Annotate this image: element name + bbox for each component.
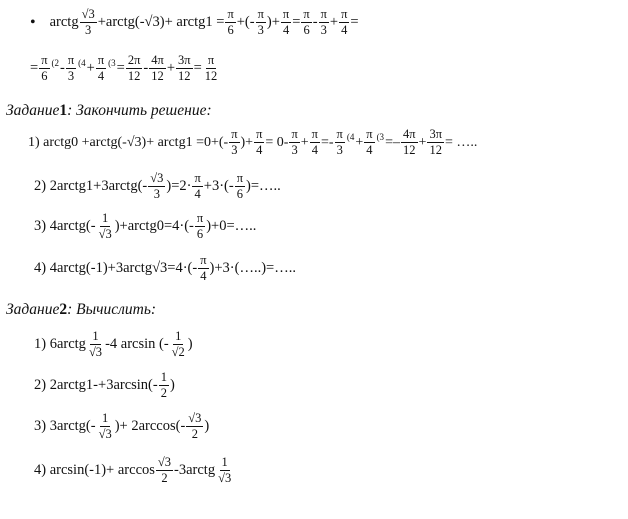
- denominator: 12: [429, 143, 442, 158]
- denominator: 4: [282, 23, 290, 38]
- fraction: [310, 128, 320, 157]
- text: = …..: [445, 134, 478, 150]
- text: =: [193, 60, 202, 77]
- numerator: 4π: [401, 128, 418, 143]
- denominator: √3: [98, 227, 112, 242]
- superscript: (4: [346, 132, 355, 143]
- numerator: π: [235, 172, 245, 187]
- text: )+0=…..: [206, 218, 257, 235]
- numerator: π: [289, 128, 299, 143]
- denominator: 4: [311, 143, 318, 158]
- sqrt: √3: [126, 134, 142, 150]
- denominator: 2: [160, 386, 167, 401]
- text: ): [204, 418, 210, 435]
- numerator: π: [281, 8, 291, 23]
- denominator: √3: [98, 427, 112, 442]
- fraction: [339, 8, 349, 37]
- text: 1) arctg0 +arctg(-: [28, 134, 127, 150]
- fraction: [198, 254, 208, 283]
- denominator: 12: [151, 69, 164, 84]
- text: +: [355, 134, 364, 150]
- fraction: [364, 128, 374, 157]
- denominator: 3: [291, 143, 298, 158]
- task-number: 2: [59, 301, 68, 318]
- fraction: [39, 54, 49, 83]
- text: )+ arctg1 =0+(-: [141, 134, 229, 150]
- fraction: [289, 128, 299, 157]
- numerator: √3: [80, 8, 97, 23]
- denominator: 4: [256, 143, 263, 158]
- text: -: [143, 60, 149, 77]
- task-1-item-2: [34, 172, 281, 201]
- text: 1) 6arctg: [34, 336, 86, 353]
- text: )+: [240, 134, 254, 150]
- text: ): [187, 336, 193, 353]
- numerator: 1: [220, 456, 230, 471]
- denominator: 6: [227, 23, 234, 38]
- denominator: √2: [171, 345, 185, 360]
- fraction: [216, 456, 233, 485]
- text: =: [116, 60, 125, 77]
- numerator: 1: [100, 212, 110, 227]
- text: ): [169, 377, 175, 394]
- denominator: 6: [236, 187, 243, 202]
- numerator: π: [225, 8, 235, 23]
- numerator: π: [319, 8, 329, 23]
- denominator: 3: [153, 187, 160, 202]
- task-1-item-1: [28, 128, 477, 157]
- numerator: π: [229, 128, 239, 143]
- sqrt: √3: [152, 260, 168, 277]
- denominator: √3: [88, 345, 103, 360]
- task-instruction: : Закончить решение:: [67, 102, 212, 119]
- task-2-item-1: [34, 330, 193, 359]
- denominator: 4: [200, 269, 207, 284]
- denominator: 3: [320, 23, 327, 38]
- intro-equation-line-1: [30, 8, 359, 37]
- text: -: [312, 14, 318, 31]
- fraction: [176, 54, 193, 83]
- denominator: 6: [196, 227, 204, 242]
- denominator: 4: [341, 23, 348, 38]
- denominator: 12: [127, 69, 141, 84]
- fraction: [149, 54, 166, 83]
- numerator: 3π: [176, 54, 193, 69]
- text: )+: [266, 14, 280, 31]
- fraction: [156, 456, 173, 485]
- fraction: [96, 54, 106, 83]
- task-2-title: [6, 302, 156, 318]
- text: 4) 4arctg(-1)+3arctg: [34, 260, 153, 277]
- fraction: [301, 8, 311, 37]
- denominator: 4: [194, 187, 201, 202]
- fraction: [335, 128, 345, 157]
- text: =: [30, 60, 39, 77]
- text: arctg: [49, 14, 79, 31]
- denominator: 3: [336, 143, 343, 158]
- task-instruction: : Вычислить:: [67, 301, 157, 318]
- text: +(-: [236, 14, 255, 31]
- task-2-item-2: [34, 371, 175, 400]
- text: = 0-: [265, 134, 289, 150]
- fraction: [192, 172, 202, 201]
- task-1-item-3: [34, 212, 256, 241]
- fraction: [229, 128, 239, 157]
- numerator: π: [195, 212, 205, 227]
- superscript: (4: [78, 58, 86, 69]
- text: +: [166, 60, 175, 77]
- text: +: [300, 134, 309, 150]
- fraction: [148, 172, 165, 201]
- numerator: π: [301, 8, 311, 23]
- fraction: [126, 54, 143, 83]
- numerator: π: [364, 128, 374, 143]
- text: –: [392, 134, 400, 150]
- fraction: [256, 8, 266, 37]
- denominator: 2: [191, 427, 198, 442]
- numerator: π: [192, 172, 202, 187]
- numerator: √3: [148, 172, 165, 187]
- text: +: [86, 60, 95, 77]
- fraction: [97, 412, 114, 441]
- fraction: [319, 8, 329, 37]
- numerator: π: [96, 54, 106, 69]
- denominator: 2: [161, 471, 168, 486]
- task-2-item-3: [34, 412, 209, 441]
- denominator: 6: [303, 23, 310, 38]
- text: )=2·: [166, 178, 192, 195]
- text: =4·(-: [167, 260, 198, 277]
- numerator: π: [335, 128, 345, 143]
- task-2-item-4: [34, 456, 234, 485]
- task-label: Задание: [6, 301, 60, 318]
- text: 4) arcsin(-1)+ arccos: [34, 462, 155, 479]
- sqrt: √3: [144, 14, 160, 31]
- superscript: (3: [376, 132, 385, 143]
- denominator: 3: [67, 69, 75, 84]
- text: -4 arcsin (-: [105, 336, 169, 353]
- text: +3·(-: [203, 178, 234, 195]
- text: )+ arctg1 =: [159, 14, 225, 31]
- fraction: [225, 8, 235, 37]
- numerator: π: [39, 54, 49, 69]
- numerator: π: [256, 8, 266, 23]
- numerator: √3: [156, 456, 173, 471]
- text: -: [60, 60, 65, 77]
- fraction: [186, 412, 203, 441]
- text: -3arctg: [174, 462, 216, 479]
- text: )+ 2arccos(-: [114, 418, 186, 435]
- fraction: [203, 54, 220, 83]
- denominator: 12: [178, 69, 191, 84]
- superscript: (2: [51, 58, 59, 69]
- denominator: 12: [403, 143, 416, 158]
- numerator: 1: [159, 371, 169, 386]
- numerator: 1: [173, 330, 183, 345]
- denominator: 4: [97, 69, 105, 84]
- bullet: •: [30, 13, 36, 31]
- text: +arctg(-: [97, 14, 145, 31]
- fraction: [427, 128, 444, 157]
- text: )+arctg0=4·(-: [114, 218, 194, 235]
- fraction: [281, 8, 291, 37]
- numerator: π: [310, 128, 320, 143]
- text: 3) 3arctg(-: [34, 418, 96, 435]
- denominator: √3: [218, 471, 232, 486]
- numerator: 1: [90, 330, 100, 345]
- text: 2) 2arctg1-+3arcsin(-: [34, 377, 158, 394]
- task-1-title: [6, 103, 212, 119]
- intro-equation-line-2: [30, 54, 220, 83]
- text: +: [418, 134, 427, 150]
- numerator: 4π: [149, 54, 166, 69]
- task-1-item-4: [34, 254, 296, 283]
- numerator: 2π: [126, 54, 143, 69]
- text: +: [329, 14, 339, 31]
- text: =: [385, 134, 393, 150]
- denominator: 3: [231, 143, 238, 158]
- superscript: (3: [108, 58, 116, 69]
- text: =-: [320, 134, 334, 150]
- fraction: [66, 54, 76, 83]
- fraction: [401, 128, 418, 157]
- text: =: [350, 14, 359, 31]
- fraction: [80, 8, 97, 37]
- numerator: π: [206, 54, 216, 69]
- denominator: 3: [257, 23, 264, 38]
- text: =: [292, 14, 301, 31]
- numerator: π: [198, 254, 208, 269]
- numerator: √3: [186, 412, 203, 427]
- fraction: [87, 330, 104, 359]
- task-number: 1: [59, 102, 68, 119]
- fraction: [170, 330, 187, 359]
- numerator: π: [66, 54, 76, 69]
- numerator: 1: [100, 412, 110, 427]
- fraction: [159, 371, 169, 400]
- denominator: 6: [41, 69, 48, 84]
- text: )+3·(…..)=…..: [209, 260, 296, 277]
- numerator: π: [339, 8, 349, 23]
- numerator: 3π: [427, 128, 444, 143]
- fraction: [235, 172, 245, 201]
- numerator: π: [254, 128, 264, 143]
- denominator: 4: [366, 143, 373, 158]
- fraction: [195, 212, 205, 241]
- denominator: 3: [85, 23, 92, 38]
- fraction: [97, 212, 114, 241]
- denominator: 12: [204, 69, 218, 84]
- fraction: [254, 128, 264, 157]
- text: 3) 4arctg(-: [34, 218, 96, 235]
- task-label: Задание: [6, 102, 60, 119]
- text: )=…..: [246, 178, 281, 195]
- text: 2) 2arctg1+3arctg(-: [34, 178, 148, 195]
